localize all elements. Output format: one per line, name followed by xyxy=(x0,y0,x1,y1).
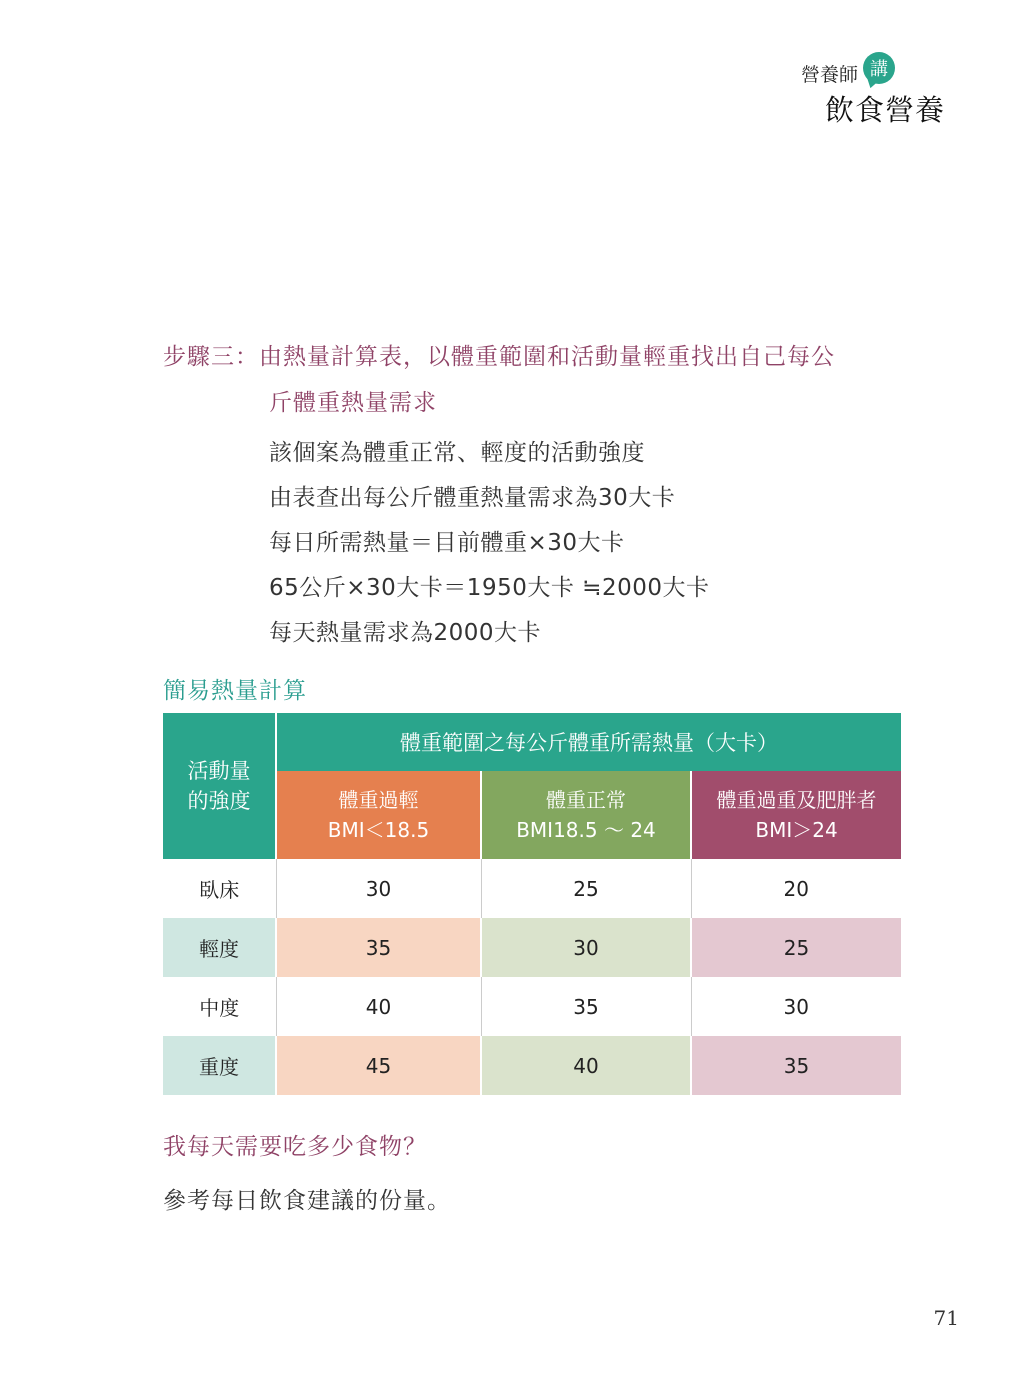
corner-header xyxy=(163,713,276,859)
page-number: 71 xyxy=(933,1306,959,1330)
table-row xyxy=(163,977,901,1036)
column-header-normal xyxy=(481,771,691,859)
table-cell: 45 xyxy=(276,1036,481,1095)
calc-line: 65公斤×30大卡＝1950大卡 ≒2000大卡 xyxy=(269,575,710,601)
table-cell: 30 xyxy=(276,859,481,918)
calc-line: 每天熱量需求為2000大卡 xyxy=(269,620,542,646)
column-bmi: BMI＜18.5 xyxy=(327,818,430,842)
table-title: 簡易熱量計算 xyxy=(163,678,307,704)
row-label: 臥床 xyxy=(199,878,240,902)
step-three-heading-cont: 斤體重熱量需求 xyxy=(269,390,437,416)
question-heading: 我每天需要吃多少食物？ xyxy=(163,1134,427,1160)
calc-line: 該個案為體重正常、輕度的活動強度 xyxy=(269,440,645,466)
row-label: 重度 xyxy=(163,1036,276,1095)
row-label: 輕度 xyxy=(163,918,276,977)
table-cell: 30 xyxy=(481,918,691,977)
book-series-header xyxy=(801,48,961,128)
table-cell: 20 xyxy=(691,859,901,918)
column-name: 體重正常 xyxy=(546,788,626,812)
table-row xyxy=(163,918,901,977)
corner-line: 活動量 xyxy=(187,759,251,783)
column-bmi: BMI＞24 xyxy=(755,818,838,842)
speech-bubble-icon: 講 xyxy=(863,52,895,84)
table-cell: 25 xyxy=(691,918,901,977)
column-header-overweight xyxy=(691,771,901,859)
table-row xyxy=(163,1036,901,1095)
column-header-underweight xyxy=(276,771,481,859)
table-row xyxy=(163,859,901,918)
table-cell: 35 xyxy=(691,1036,901,1095)
table-cell: 40 xyxy=(481,1036,691,1095)
group-header: 體重範圍之每公斤體重所需熱量（大卡） xyxy=(276,713,901,771)
corner-line: 的強度 xyxy=(187,789,251,813)
calc-line: 由表查出每公斤體重熱量需求為30大卡 xyxy=(269,485,676,511)
row-label: 中度 xyxy=(199,996,240,1020)
answer-text: 參考每日飲食建議的份量。 xyxy=(163,1188,451,1214)
column-name: 體重過重及肥胖者 xyxy=(716,788,877,812)
step-three-heading: 步驟三：由熱量計算表，以體重範圍和活動量輕重找出自己每公 xyxy=(163,344,835,370)
table-cell: 30 xyxy=(691,977,901,1036)
column-bmi: BMI18.5 ～ 24 xyxy=(516,818,656,842)
column-name: 體重過輕 xyxy=(338,788,419,812)
calculation-lines xyxy=(269,436,709,661)
table-cell: 40 xyxy=(276,977,481,1036)
series-small-title: 營養師 xyxy=(801,64,859,86)
table-cell: 35 xyxy=(276,918,481,977)
calc-line: 每日所需熱量＝目前體重×30大卡 xyxy=(269,530,625,556)
table-cell: 35 xyxy=(481,977,691,1036)
table-cell: 25 xyxy=(481,859,691,918)
calorie-table xyxy=(163,713,901,1095)
series-big-title: 飲食營養 xyxy=(825,93,946,127)
